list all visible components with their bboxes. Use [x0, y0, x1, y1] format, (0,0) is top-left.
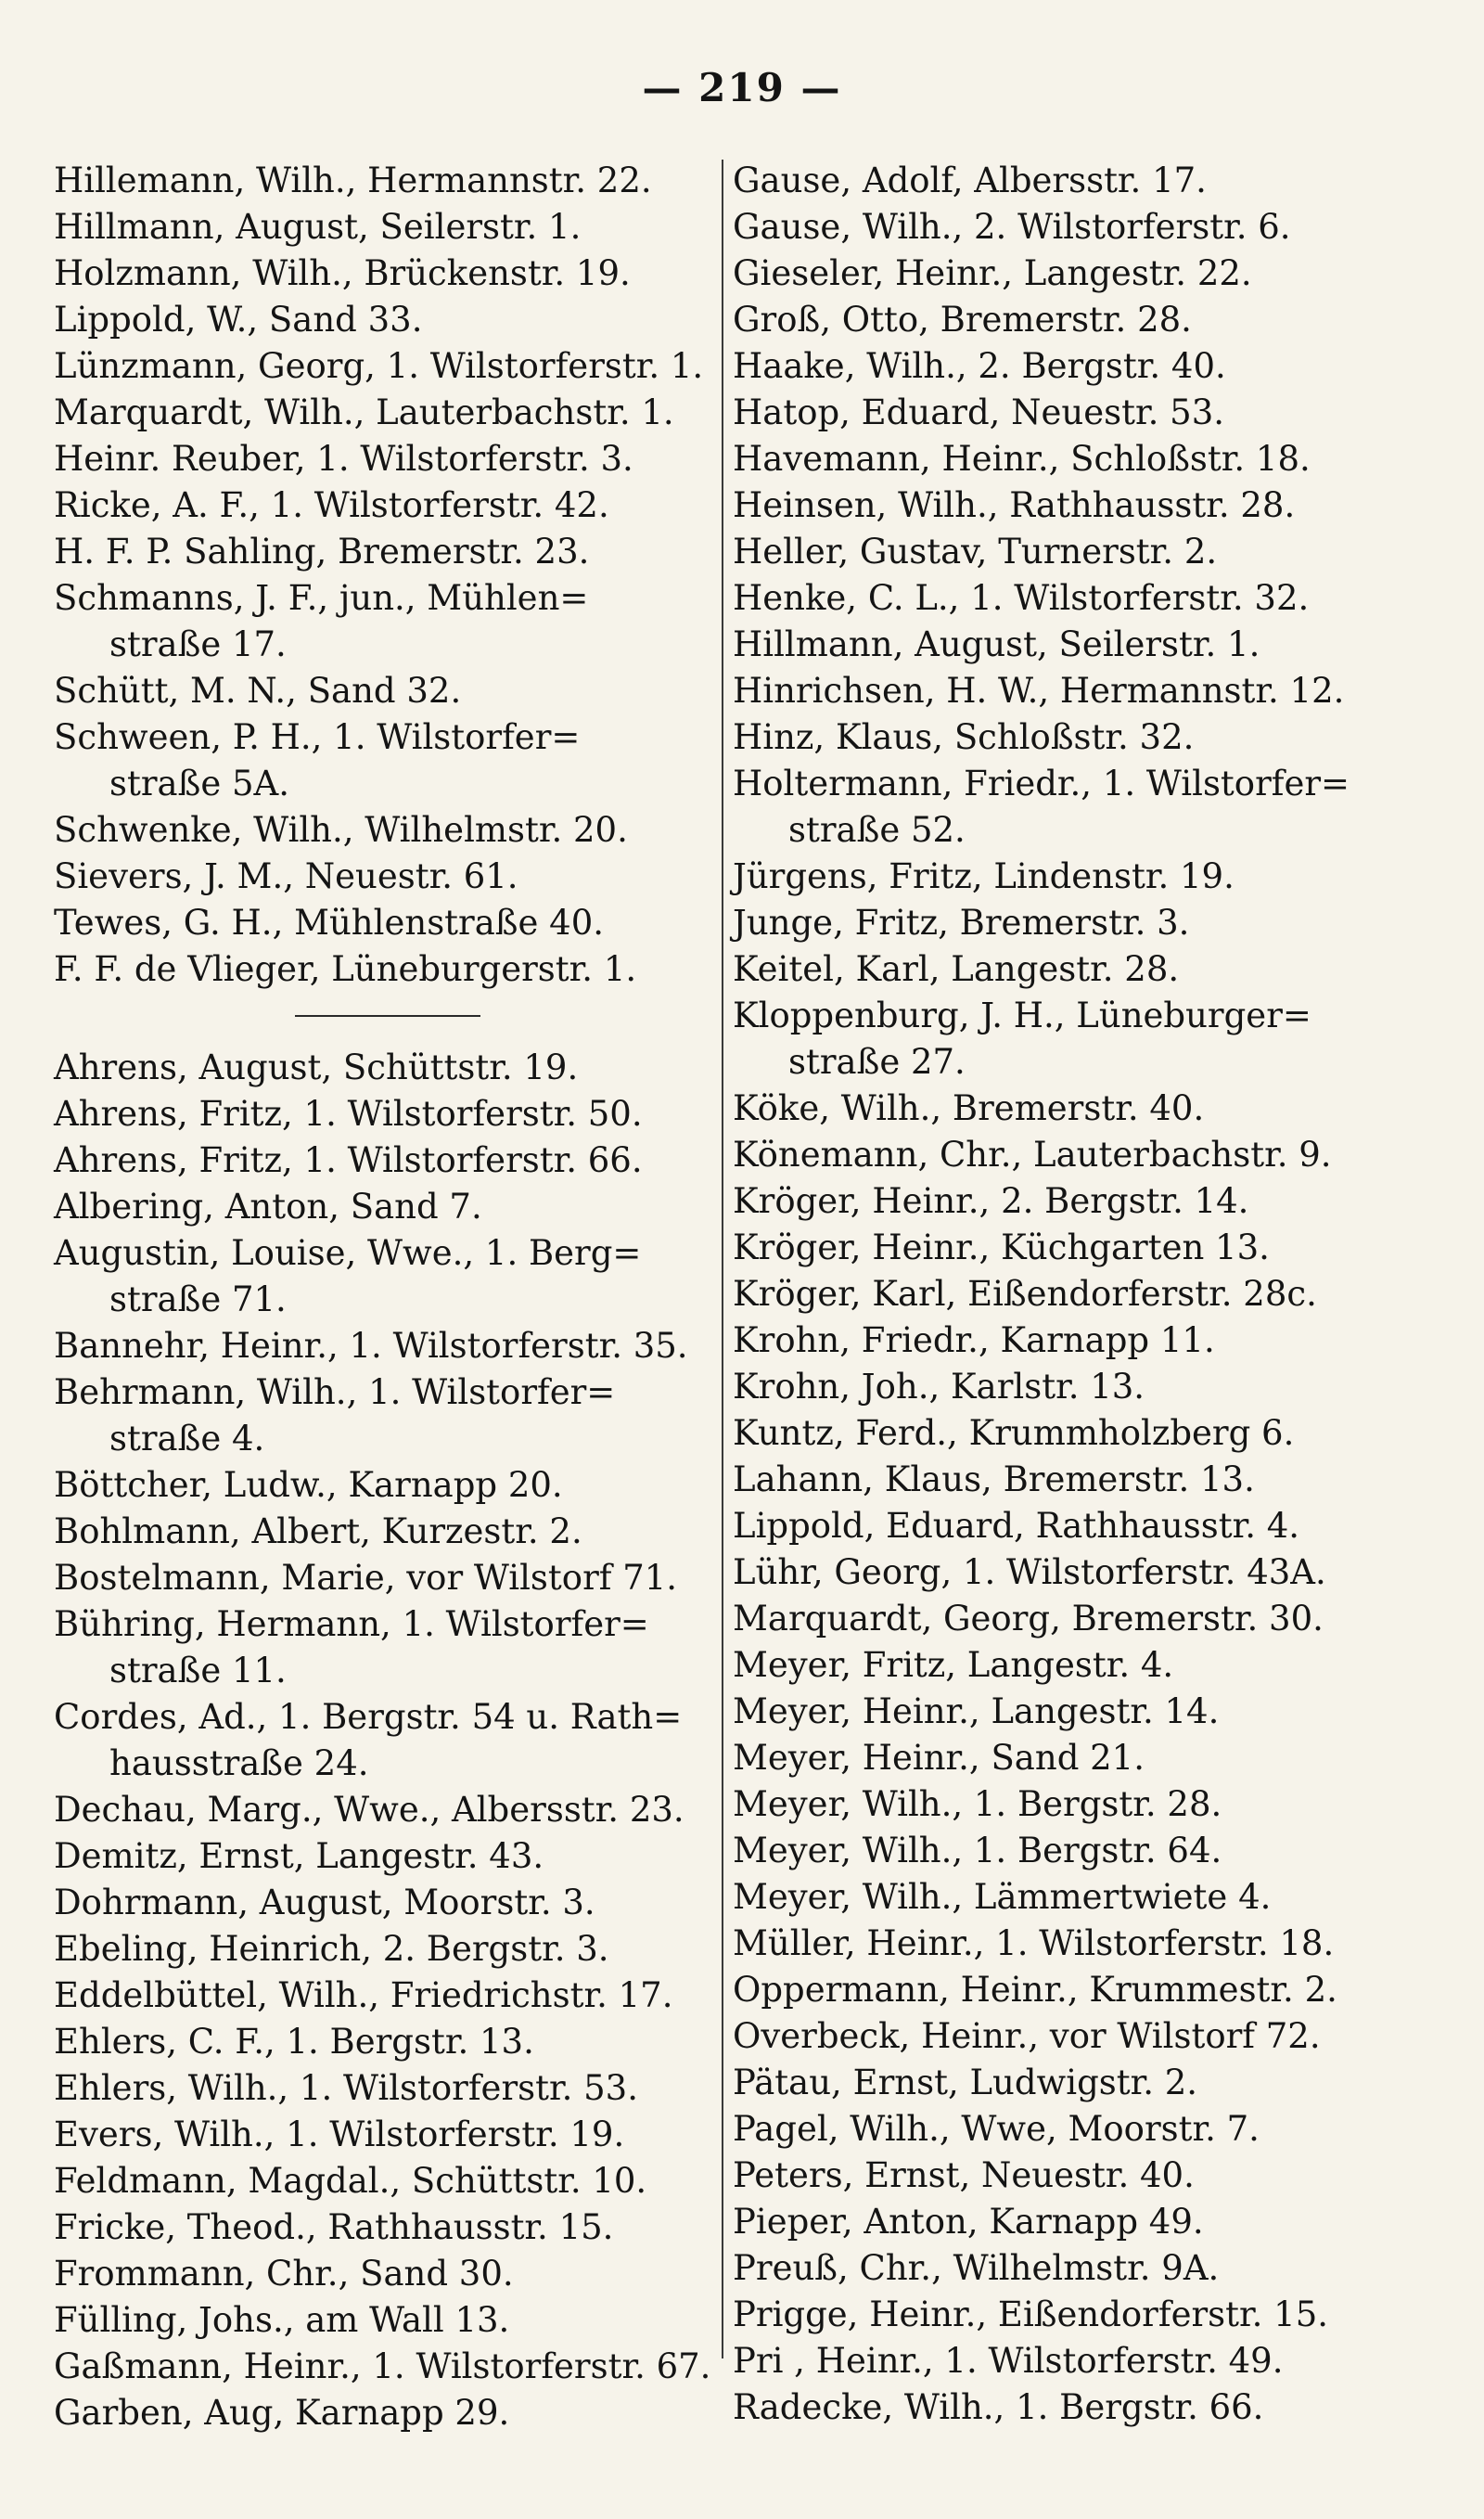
- directory-entry: Ebeling, Heinrich, 2. Bergstr. 3.: [54, 1929, 609, 1969]
- directory-entry: Junge, Fritz, Bremerstr. 3.: [733, 903, 1190, 943]
- directory-entry: Meyer, Fritz, Langestr. 4.: [733, 1645, 1174, 1685]
- directory-entry: Pieper, Anton, Karnapp 49.: [733, 2202, 1204, 2242]
- directory-entry: Henke, C. L., 1. Wilstorferstr. 32.: [733, 578, 1310, 618]
- directory-entry: Gaßmann, Heinr., 1. Wilstorferstr. 67.: [54, 2346, 711, 2386]
- directory-entry: Sievers, J. M., Neuestr. 61.: [54, 856, 518, 896]
- directory-entry: Pagel, Wilh., Wwe, Moorstr. 7.: [733, 2109, 1260, 2149]
- directory-entry: H. F. P. Sahling, Bremerstr. 23.: [54, 532, 590, 572]
- directory-entry: Tewes, G. H., Mühlenstraße 40.: [54, 903, 605, 943]
- left-column: [54, 158, 714, 2436]
- directory-entry: Müller, Heinr., 1. Wilstorferstr. 18.: [733, 1923, 1335, 1963]
- directory-entry: Heinr. Reuber, 1. Wilstorferstr. 3.: [54, 439, 633, 479]
- page-number: — 219 —: [642, 65, 842, 110]
- directory-entry: Lippold, Eduard, Rathhausstr. 4.: [733, 1506, 1300, 1546]
- column-divider: [722, 160, 723, 2358]
- directory-entry: Feldmann, Magdal., Schüttstr. 10.: [54, 2161, 647, 2201]
- directory-entry: Marquardt, Georg, Bremerstr. 30.: [733, 1599, 1324, 1639]
- directory-entry: Hinz, Klaus, Schloßstr. 32.: [733, 717, 1195, 757]
- directory-entry: Ehlers, C. F., 1. Bergstr. 13.: [54, 2022, 534, 2062]
- entry-continuation: hausstraße 24.: [109, 1743, 369, 1783]
- directory-entry: Frommann, Chr., Sand 30.: [54, 2254, 514, 2294]
- left-entry-group-2: [54, 1045, 714, 2436]
- directory-entry: Kröger, Karl, Eißendorferstr. 28c.: [733, 1274, 1317, 1314]
- directory-entry: Lühr, Georg, 1. Wilstorferstr. 43A.: [733, 1552, 1326, 1592]
- directory-entry: Kuntz, Ferd., Krummholzberg 6.: [733, 1413, 1295, 1453]
- directory-entry: Hinrichsen, H. W., Hermannstr. 12.: [733, 671, 1345, 711]
- directory-entry: Dechau, Marg., Wwe., Albersstr. 23.: [54, 1790, 684, 1830]
- directory-entry: Pri , Heinr., 1. Wilstorferstr. 49.: [733, 2341, 1284, 2381]
- directory-entry: Meyer, Heinr., Langestr. 14.: [733, 1691, 1220, 1731]
- directory-entry: Augustin, Louise, Wwe., 1. Berg=: [54, 1233, 642, 1273]
- directory-entry: Ahrens, August, Schüttstr. 19.: [54, 1047, 579, 1087]
- directory-entry: Oppermann, Heinr., Krummestr. 2.: [733, 1970, 1337, 2010]
- directory-entry: Meyer, Wilh., 1. Bergstr. 28.: [733, 1784, 1222, 1824]
- directory-entry: Holtermann, Friedr., 1. Wilstorfer=: [733, 764, 1350, 803]
- directory-entry: Fricke, Theod., Rathhausstr. 15.: [54, 2207, 614, 2247]
- directory-entry: Heller, Gustav, Turnerstr. 2.: [733, 532, 1218, 572]
- directory-entry: Heinsen, Wilh., Rathhausstr. 28.: [733, 485, 1296, 525]
- entry-continuation: straße 17.: [109, 624, 287, 664]
- directory-entry: Gieseler, Heinr., Langestr. 22.: [733, 253, 1252, 293]
- directory-entry: Lünzmann, Georg, 1. Wilstorferstr. 1.: [54, 346, 704, 386]
- directory-entry: Schütt, M. N., Sand 32.: [54, 671, 462, 711]
- directory-entry: Schween, P. H., 1. Wilstorfer=: [54, 717, 581, 757]
- entry-continuation: straße 5A.: [109, 764, 289, 803]
- directory-entry: Eddelbüttel, Wilh., Friedrichstr. 17.: [54, 1975, 673, 2015]
- directory-entry: Jürgens, Fritz, Lindenstr. 19.: [733, 856, 1235, 896]
- directory-entry: Kröger, Heinr., 2. Bergstr. 14.: [733, 1181, 1249, 1221]
- directory-entry: F. F. de Vlieger, Lüneburgerstr. 1.: [54, 949, 637, 989]
- directory-entry: Behrmann, Wilh., 1. Wilstorfer=: [54, 1372, 616, 1412]
- directory-entry: Holzmann, Wilh., Brückenstr. 19.: [54, 253, 631, 293]
- entry-continuation: straße 11.: [109, 1651, 287, 1690]
- directory-entry: Hillemann, Wilh., Hermannstr. 22.: [54, 161, 652, 200]
- directory-entry: Albering, Anton, Sand 7.: [54, 1187, 482, 1227]
- directory-entry: Demitz, Ernst, Langestr. 43.: [54, 1836, 544, 1876]
- directory-entry: Bannehr, Heinr., 1. Wilstorferstr. 35.: [54, 1326, 688, 1366]
- entry-continuation: straße 52.: [788, 810, 966, 850]
- directory-entry: Haake, Wilh., 2. Bergstr. 40.: [733, 346, 1226, 386]
- entry-continuation: straße 27.: [788, 1042, 966, 1082]
- directory-entry: Gause, Wilh., 2. Wilstorferstr. 6.: [733, 207, 1291, 247]
- directory-entry: Meyer, Wilh., Lämmertwiete 4.: [733, 1877, 1272, 1917]
- directory-entry: Bohlmann, Albert, Kurzestr. 2.: [54, 1511, 582, 1551]
- directory-entry: Preuß, Chr., Wilhelmstr. 9A.: [733, 2248, 1220, 2288]
- directory-entry: Krohn, Joh., Karlstr. 13.: [733, 1367, 1145, 1407]
- directory-entry: Lippold, W., Sand 33.: [54, 300, 423, 340]
- directory-entry: Kloppenburg, J. H., Lüneburger=: [733, 996, 1311, 1035]
- directory-entry: Könemann, Chr., Lauterbachstr. 9.: [733, 1135, 1332, 1175]
- directory-entry: Pätau, Ernst, Ludwigstr. 2.: [733, 2063, 1198, 2102]
- directory-entry: Marquardt, Wilh., Lauterbachstr. 1.: [54, 392, 674, 432]
- directory-entry: Ahrens, Fritz, 1. Wilstorferstr. 66.: [54, 1140, 643, 1180]
- directory-entry: Köke, Wilh., Bremerstr. 40.: [733, 1088, 1205, 1128]
- directory-entry: Ahrens, Fritz, 1. Wilstorferstr. 50.: [54, 1094, 643, 1134]
- directory-entry: Lahann, Klaus, Bremerstr. 13.: [733, 1459, 1255, 1499]
- directory-entry: Gause, Adolf, Albersstr. 17.: [733, 161, 1207, 200]
- directory-entry: Cordes, Ad., 1. Bergstr. 54 u. Rath=: [54, 1697, 683, 1737]
- directory-entry: Prigge, Heinr., Eißendorferstr. 15.: [733, 2294, 1328, 2334]
- directory-entry: Meyer, Heinr., Sand 21.: [733, 1738, 1145, 1778]
- directory-entry: Garben, Aug, Karnapp 29.: [54, 2393, 510, 2433]
- right-column: [733, 158, 1419, 2431]
- directory-entry: Evers, Wilh., 1. Wilstorferstr. 19.: [54, 2114, 625, 2154]
- directory-entry: Krohn, Friedr., Karnapp 11.: [733, 1320, 1215, 1360]
- directory-entry: Radecke, Wilh., 1. Bergstr. 66.: [733, 2387, 1264, 2427]
- section-divider: [295, 1015, 480, 1017]
- entry-continuation: straße 71.: [109, 1279, 287, 1319]
- directory-entry: Schmanns, J. F., jun., Mühlen=: [54, 578, 589, 618]
- directory-entry: Bostelmann, Marie, vor Wilstorf 71.: [54, 1558, 678, 1598]
- directory-entry: Fülling, Johs., am Wall 13.: [54, 2300, 510, 2340]
- directory-entry: Keitel, Karl, Langestr. 28.: [733, 949, 1180, 989]
- directory-entry: Kröger, Heinr., Küchgarten 13.: [733, 1227, 1270, 1267]
- directory-entry: Groß, Otto, Bremerstr. 28.: [733, 300, 1192, 340]
- directory-entry: Havemann, Heinr., Schloßstr. 18.: [733, 439, 1311, 479]
- directory-entry: Peters, Ernst, Neuestr. 40.: [733, 2155, 1195, 2195]
- directory-entry: Ehlers, Wilh., 1. Wilstorferstr. 53.: [54, 2068, 638, 2108]
- directory-entry: Böttcher, Ludw., Karnapp 20.: [54, 1465, 563, 1505]
- right-entry-group: [733, 158, 1419, 2431]
- directory-entry: Hillmann, August, Seilerstr. 1.: [733, 624, 1260, 664]
- directory-entry: Hatop, Eduard, Neuestr. 53.: [733, 392, 1224, 432]
- directory-entry: Bühring, Hermann, 1. Wilstorfer=: [54, 1604, 649, 1644]
- directory-entry: Ricke, A. F., 1. Wilstorferstr. 42.: [54, 485, 609, 525]
- directory-entry: Meyer, Wilh., 1. Bergstr. 64.: [733, 1831, 1222, 1870]
- directory-entry: Dohrmann, August, Moorstr. 3.: [54, 1883, 595, 1922]
- left-entry-group-1: [54, 158, 714, 993]
- directory-entry: Schwenke, Wilh., Wilhelmstr. 20.: [54, 810, 628, 850]
- entry-continuation: straße 4.: [109, 1419, 265, 1459]
- directory-entry: Overbeck, Heinr., vor Wilstorf 72.: [733, 2016, 1321, 2056]
- directory-entry: Hillmann, August, Seilerstr. 1.: [54, 207, 582, 247]
